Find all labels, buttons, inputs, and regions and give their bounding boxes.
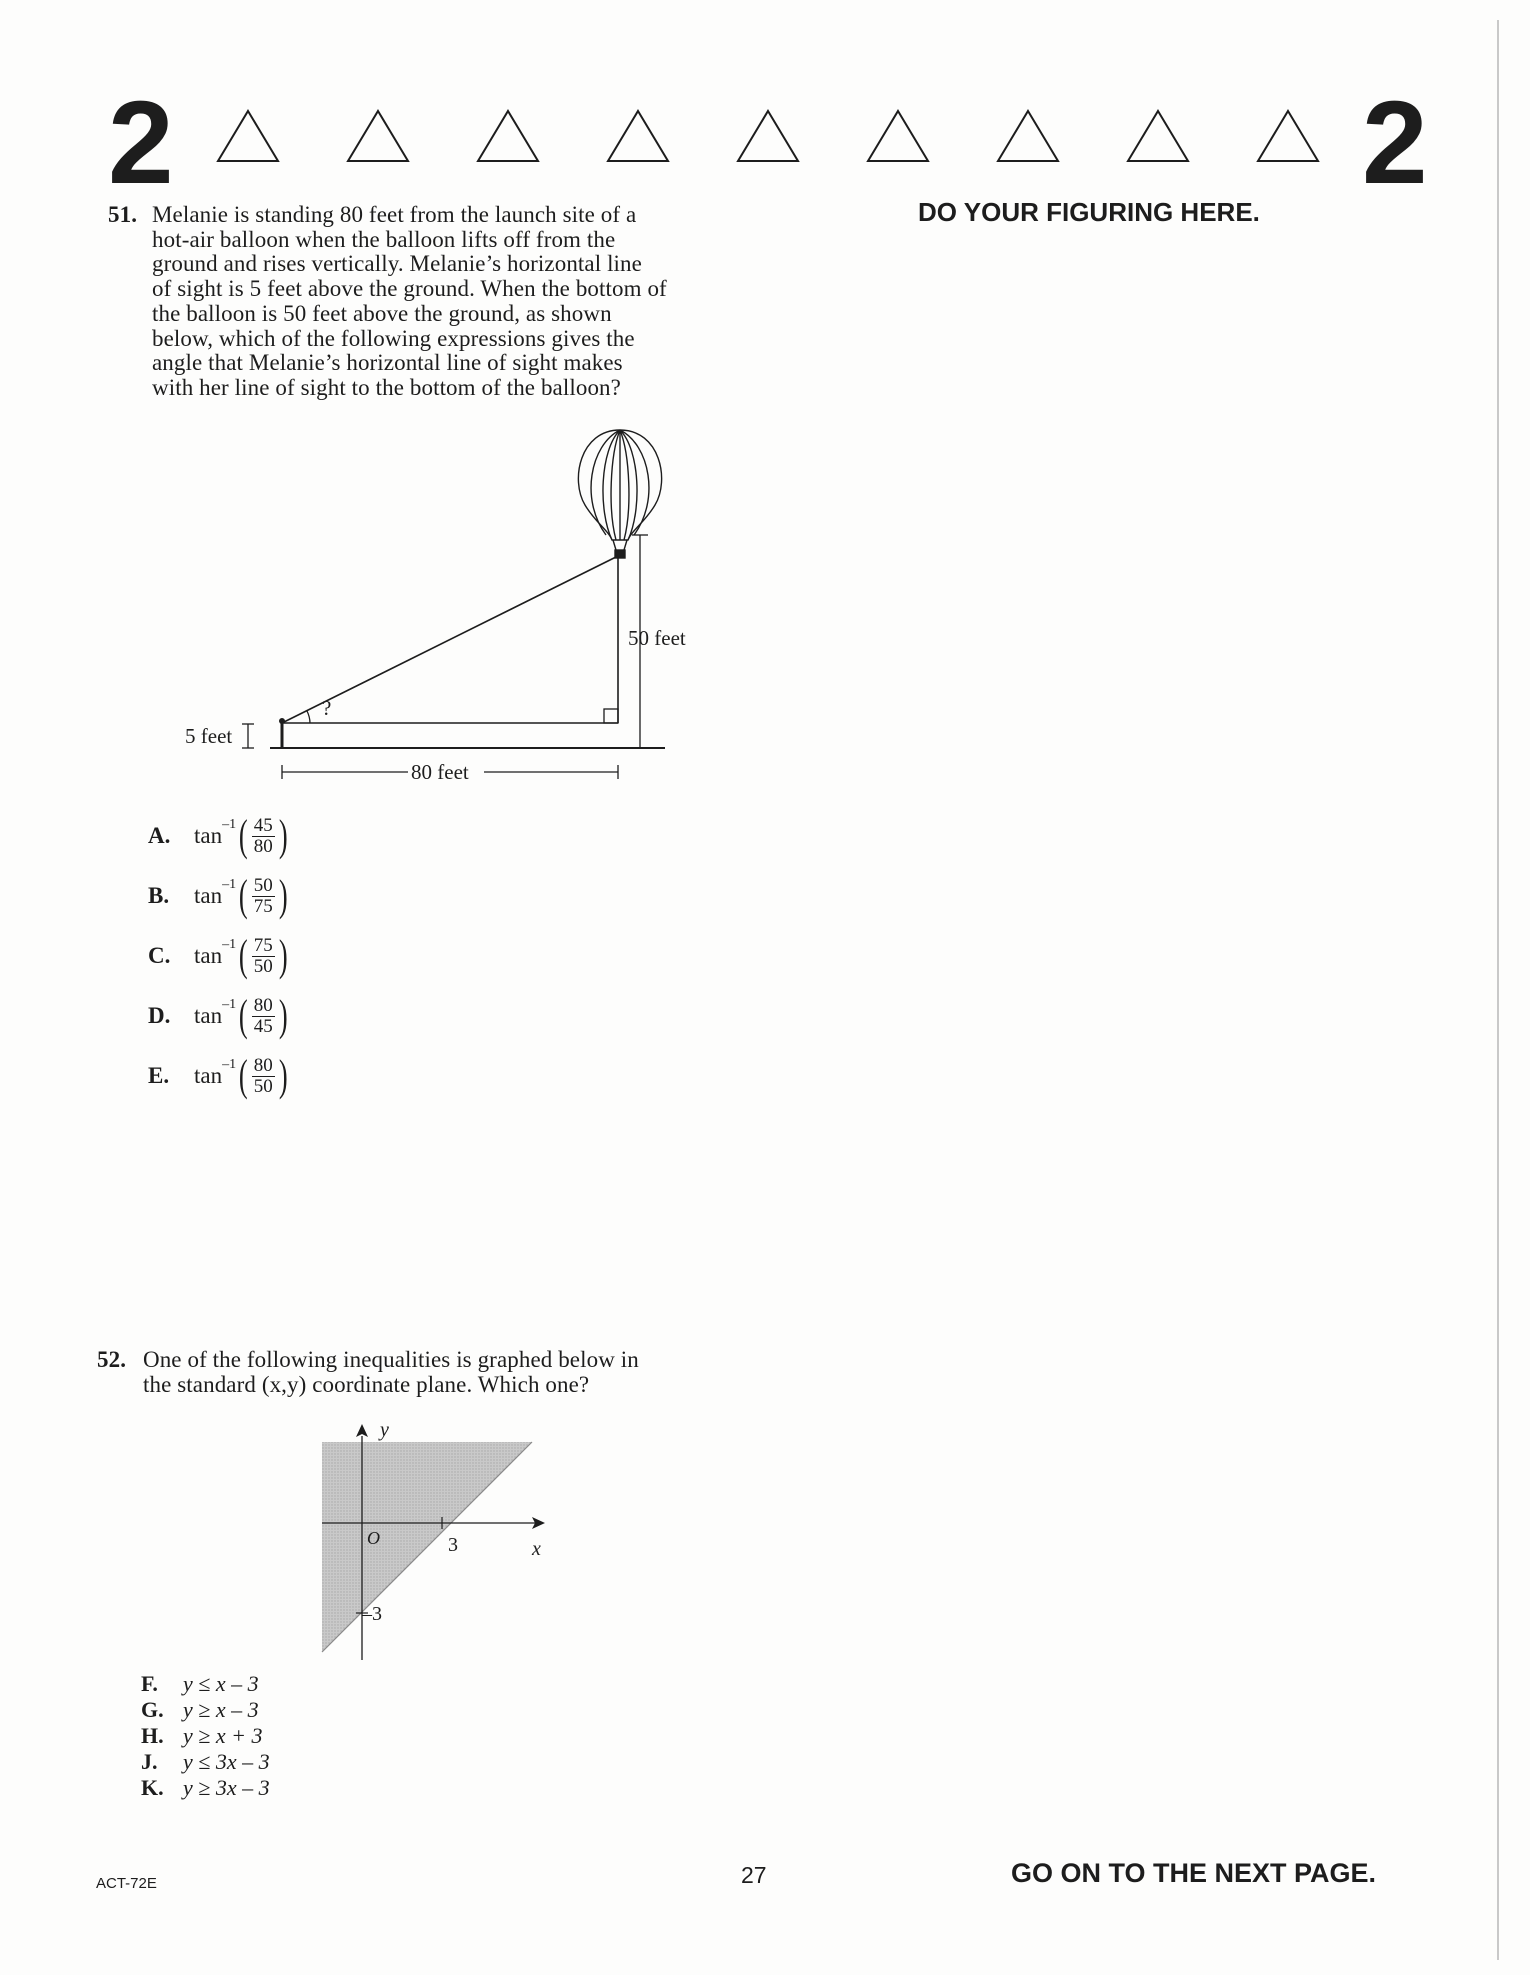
left-paren: (	[239, 931, 248, 980]
choice-inequality: y ≥ x – 3	[183, 1697, 259, 1722]
triangle-icon	[215, 108, 281, 164]
left-paren: (	[239, 871, 248, 920]
fraction-numerator: 80	[253, 1054, 273, 1076]
q51-line: angle that Melanie’s horizontal line of sight makes	[152, 350, 623, 376]
hot-air-balloon-icon	[578, 430, 661, 558]
page-edge-rule	[1497, 20, 1499, 1960]
eye-height-dimension	[242, 724, 254, 748]
question-52	[97, 1348, 747, 1397]
q51-line: the balloon is 50 feet above the ground, as shown	[152, 300, 612, 326]
choice-letter: D.	[148, 1003, 171, 1028]
answer-choice[interactable]	[141, 1698, 259, 1721]
choice-exponent: –1	[222, 1057, 237, 1072]
eye-height-label: 5 feet	[185, 724, 233, 748]
right-angle-mark	[604, 709, 618, 723]
triangle-icon	[475, 108, 541, 164]
distance-label: 80 feet	[411, 760, 469, 784]
fraction-denominator: 50	[253, 1075, 273, 1097]
choice-inequality: y ≤ x – 3	[183, 1671, 259, 1696]
q51-line: below, which of the following expressions gives the	[152, 325, 635, 351]
answer-choice[interactable]	[148, 931, 290, 980]
choice-function: tan	[194, 943, 223, 968]
choice-function: tan	[194, 823, 223, 848]
triangle-icon	[995, 108, 1061, 164]
triangle-icon	[345, 108, 411, 164]
fraction-numerator: 75	[253, 934, 273, 956]
question-51	[108, 203, 748, 401]
answer-choice[interactable]	[148, 811, 290, 860]
choice-exponent: –1	[222, 817, 237, 832]
choice-function: tan	[194, 1063, 223, 1088]
x-axis-label: x	[532, 1538, 541, 1560]
line-of-sight	[282, 556, 618, 723]
left-paren: (	[239, 991, 248, 1040]
question-51-number: 51.	[108, 202, 138, 227]
answer-choice[interactable]	[141, 1672, 259, 1695]
right-paren: )	[278, 1051, 288, 1100]
page-number: 27	[741, 1862, 767, 1888]
inequality-graph	[310, 1420, 570, 1660]
choice-fraction	[252, 1056, 275, 1097]
left-paren: (	[239, 1051, 248, 1100]
choice-fraction	[252, 816, 275, 857]
q52-line: the standard (x,y) coordinate plane. Which one?	[143, 1371, 590, 1397]
triangle-icon	[735, 108, 801, 164]
q51-line: with her line of sight to the bottom of the balloon?	[152, 374, 621, 400]
angle-arc	[307, 711, 310, 723]
fraction-denominator: 80	[253, 835, 273, 857]
choice-fraction	[252, 936, 275, 977]
choice-letter: C.	[148, 943, 171, 968]
triangle-icon	[1255, 108, 1321, 164]
balloon-figure	[170, 410, 730, 800]
right-paren: )	[278, 811, 288, 860]
choice-letter: B.	[148, 883, 170, 908]
choice-exponent: –1	[222, 997, 237, 1012]
fraction-denominator: 75	[253, 895, 273, 917]
triangle-icon	[865, 108, 931, 164]
answer-choice[interactable]	[141, 1724, 262, 1747]
fraction-numerator: 50	[253, 874, 273, 896]
choice-exponent: –1	[222, 877, 237, 892]
origin-label: O	[367, 1528, 380, 1548]
x-intercept-label: 3	[448, 1534, 458, 1556]
answer-choice[interactable]	[148, 1051, 290, 1100]
choice-letter: K.	[141, 1775, 164, 1800]
q51-line: hot-air balloon when the balloon lifts off from the	[152, 226, 616, 252]
choice-letter: F.	[141, 1671, 158, 1696]
form-code: ACT-72E	[96, 1875, 157, 1892]
choice-fraction	[252, 996, 275, 1037]
angle-label: ?	[322, 696, 332, 720]
question-52-number: 52.	[97, 1347, 127, 1372]
choice-inequality: y ≥ 3x – 3	[183, 1775, 270, 1800]
choice-letter: E.	[148, 1063, 170, 1088]
choice-exponent: –1	[222, 937, 237, 952]
question-52-text	[143, 1348, 639, 1397]
next-page-label: GO ON TO THE NEXT PAGE.	[1011, 1858, 1377, 1888]
y-intercept-label: –3	[362, 1603, 382, 1625]
q51-line: of sight is 5 feet above the ground. When the bottom of	[152, 276, 667, 302]
y-axis-label: y	[380, 1420, 389, 1441]
height-label: 50 feet	[628, 626, 686, 650]
q51-line: Melanie is standing 80 feet from the launch site of a	[152, 202, 637, 227]
q51-line: ground and rises vertically. Melanie’s horizontal line	[152, 251, 642, 277]
choice-function: tan	[194, 1003, 223, 1028]
y-axis-arrow-icon	[356, 1424, 368, 1437]
answer-choice[interactable]	[148, 991, 290, 1040]
fraction-numerator: 45	[253, 814, 273, 836]
choice-letter: A.	[148, 823, 171, 848]
choice-fraction	[252, 876, 275, 917]
question-51-text	[152, 203, 667, 401]
choice-letter: H.	[141, 1723, 164, 1748]
fraction-denominator: 50	[253, 955, 273, 977]
right-paren: )	[278, 931, 288, 980]
choice-inequality: y ≤ 3x – 3	[183, 1749, 270, 1774]
section-number-left: 2	[108, 77, 174, 209]
section-number-right: 2	[1362, 77, 1428, 209]
fraction-denominator: 45	[253, 1015, 273, 1037]
choice-function: tan	[194, 883, 223, 908]
choice-letter: G.	[141, 1697, 164, 1722]
choice-letter: J.	[141, 1749, 158, 1774]
answer-choice[interactable]	[148, 871, 290, 920]
left-paren: (	[239, 811, 248, 860]
right-paren: )	[278, 871, 288, 920]
triangle-icon	[1125, 108, 1191, 164]
choice-inequality: y ≥ x + 3	[183, 1723, 263, 1748]
figuring-label: DO YOUR FIGURING HERE.	[918, 197, 1260, 227]
answer-choice[interactable]	[141, 1750, 270, 1773]
answer-choice[interactable]	[141, 1776, 270, 1799]
q52-line: One of the following inequalities is graphed below in	[143, 1347, 639, 1372]
right-paren: )	[278, 991, 288, 1040]
fraction-numerator: 80	[253, 994, 273, 1016]
triangle-icon	[605, 108, 671, 164]
person-icon	[279, 718, 285, 748]
